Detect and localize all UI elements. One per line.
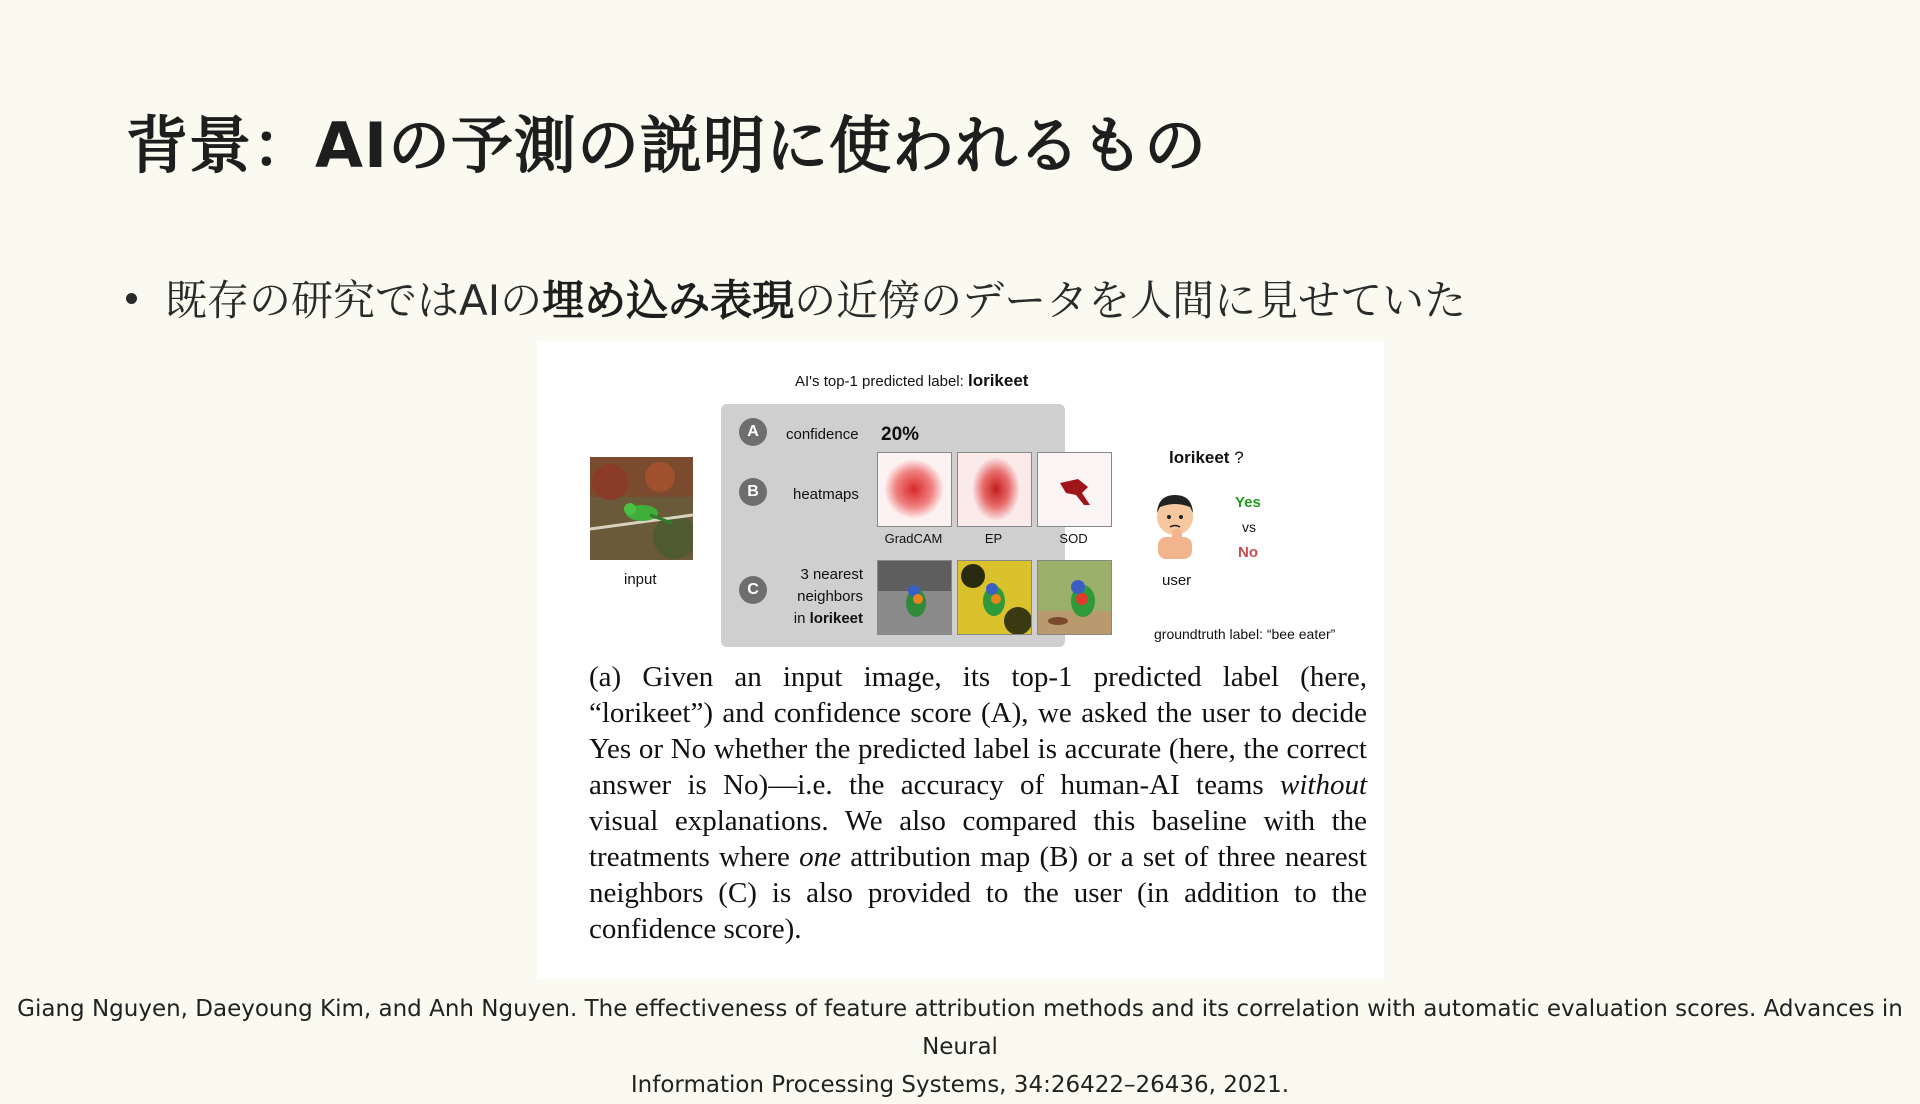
bullet-text [165, 268, 1466, 328]
user-question-label: lorikeet [1169, 448, 1230, 467]
user-label: user [1162, 572, 1192, 589]
caption-italic-1: without [1279, 769, 1367, 801]
thumb-label-ep: EP [984, 531, 1003, 546]
slide-title: 背景：AIの予測の説明に使われるもの [126, 109, 1208, 182]
badge-c: C [739, 576, 767, 604]
caption-italic-2: one [799, 841, 841, 873]
caption-part-1: (a) Given an input image, its top-1 predicted label (here, “lorikeet”) and confidence score (A), we asked the user to decide Yes or No whether the predicted label is accurate (here, the correct answer is No)—i.e. the accuracy of human-AI teams [589, 661, 1367, 801]
citation [10, 990, 1910, 1104]
user-icon [1150, 489, 1200, 559]
user-question [1169, 448, 1244, 468]
neighbors-line-2: neighbors [797, 588, 863, 605]
user-question-mark: ? [1234, 448, 1244, 467]
bullet-text-bold: 埋め込み表現 [542, 276, 795, 325]
thumb-label-gradcam: GradCAM [884, 531, 943, 546]
explanation-panel [721, 404, 1088, 647]
neighbor-image-1 [877, 560, 952, 635]
figure-top-line [795, 371, 1028, 391]
citation-line-2: Information Processing Systems, 34:26422–26436, 2021. [630, 1072, 1290, 1098]
neighbors-bold: lorikeet [809, 610, 863, 627]
neighbors-prefix: in [793, 610, 806, 627]
neighbor-image-3 [1037, 560, 1112, 635]
confidence-value: 20% [881, 424, 920, 445]
citation-line-1: Giang Nguyen, Daeyoung Kim, and Anh Nguyen. The effectiveness of feature attribution methods and its correlation with automatic evaluation scores. Advances in Neural [17, 996, 1903, 1060]
neighbor-image-2 [957, 560, 1032, 635]
neighbors-line-1: 3 nearest [800, 566, 863, 583]
groundtruth-label: groundtruth label: “bee eater” [1154, 626, 1336, 642]
heatmaps-label: heatmaps [793, 486, 859, 503]
top-prefix: AI's top-1 predicted label: [795, 373, 964, 390]
bullet-text-post: の近傍のデータを人間に見せていた [794, 276, 1467, 325]
yes-option: Yes [1235, 494, 1261, 511]
gradcam-heatmap [877, 452, 952, 527]
sod-heatmap [1037, 452, 1112, 527]
caption-part-2: visual explanations. We also compared this baseline with the treatments where [589, 805, 1367, 873]
figure-caption [589, 659, 1367, 947]
badge-a: A [739, 418, 767, 446]
neighbors-label [781, 564, 863, 630]
confidence-label: confidence [786, 426, 859, 443]
ep-heatmap [957, 452, 1032, 527]
bullet-item [126, 268, 1466, 328]
caption-part-3: attribution map (B) or a set of three nearest neighbors (C) is also provided to the user (in addition to the confidence score). [589, 841, 1367, 945]
vs-text: vs [1242, 519, 1256, 535]
bullet-text-pre: 既存の研究ではAIの [165, 276, 543, 325]
paper-figure [537, 341, 1384, 979]
top-label: lorikeet [967, 371, 1029, 390]
neighbors-line-3 [781, 608, 863, 630]
badge-b: B [739, 478, 767, 506]
input-label: input [624, 571, 657, 588]
thumb-label-sod: SOD [1059, 531, 1088, 546]
bullet-dot [126, 293, 137, 304]
no-option: No [1238, 544, 1258, 561]
input-bird-image [590, 457, 693, 560]
